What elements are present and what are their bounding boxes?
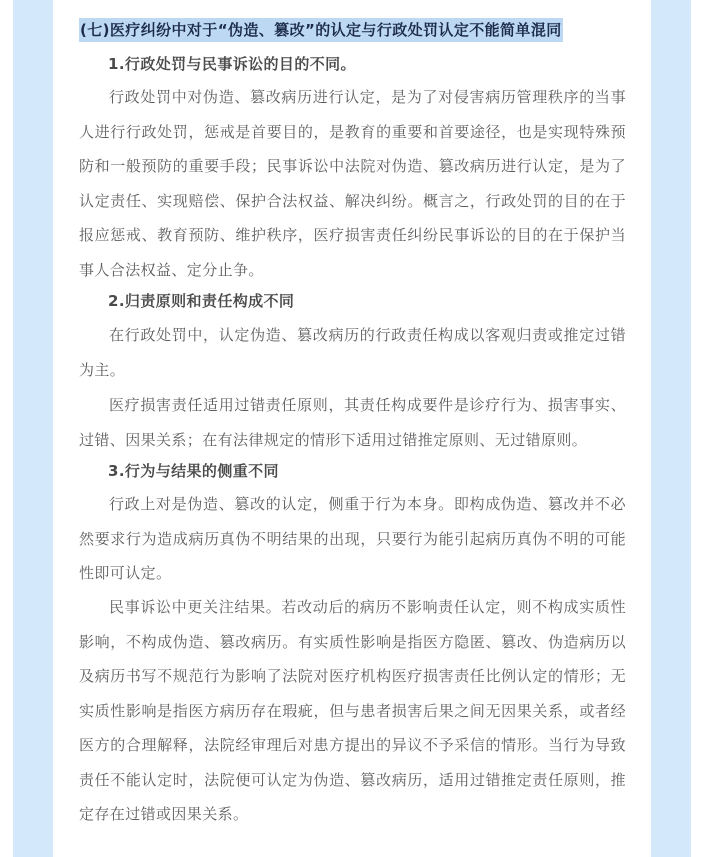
left-side-bar <box>13 0 53 857</box>
right-side-bar <box>651 0 691 857</box>
paragraph-administrative-focus: 行政上对是伪造、篡改的认定，侧重于行为本身。即构成伪造、篡改并不必然要求行为造成病历真伪不明结果的出现，只要行为能引起病历真伪不明的可能性即可认定。 <box>79 495 626 582</box>
subsection-title-purpose: 1.行政处罚与民事诉讼的目的不同。 <box>108 55 356 73</box>
paragraph-administrative-liability: 在行政处罚中，认定伪造、篡改病历的行政责任构成以客观归责或推定过错为主。 <box>79 326 626 379</box>
paragraph-medical-liability: 医疗损害责任适用过错责任原则，其责任构成要件是诊疗行为、损害事实、过错、因果关系；在有法律规定的情形下适用过错推定原则、无过错原则。 <box>79 396 626 449</box>
paragraph-civil-focus: 民事诉讼中更关注结果。若改动后的病历不影响责任认定，则不构成实质性影响，不构成伪造、篡改病历。有实质性影响是指医方隐匿、篡改、伪造病历以及病历书写不规范行为影响了法院对医疗机构医疗损害责任比例认定的情形；无实质性影响是指医方病历存在瑕疵，但与患者损害后果之间无因果关系，或者经医方的合理解释，法院经审理后对患方提出的异议不予采信的情形。当行为导致责任不能认定时，法院便可认定为伪造、篡改病历，适用过错推定责任原则，推定存在过错或因果关系。 <box>79 598 626 823</box>
subsection-title-behavior-result: 3.行为与结果的侧重不同 <box>108 462 279 480</box>
section-heading: (七)医疗纠纷中对于“伪造、篡改”的认定与行政处罚认定不能简单混同 <box>79 18 563 42</box>
subsection-title-liability: 2.归责原则和责任构成不同 <box>108 292 295 310</box>
paragraph-purpose-difference: 行政处罚中对伪造、篡改病历进行认定，是为了对侵害病历管理秩序的当事人进行行政处罚，惩戒是首要目的，是教育的重要和首要途径，也是实现特殊预防和一般预防的重要手段；民事诉讼中法院对伪造、篡改病历进行认定，是为了认定责任、实现赔偿、保护合法权益、解决纠纷。概言之，行政处罚的目的在于报应惩戒、教育预防、维护秩序，医疗损害责任纠纷民事诉讼的目的在于保护当事人合法权益、定分止争。 <box>79 88 626 279</box>
